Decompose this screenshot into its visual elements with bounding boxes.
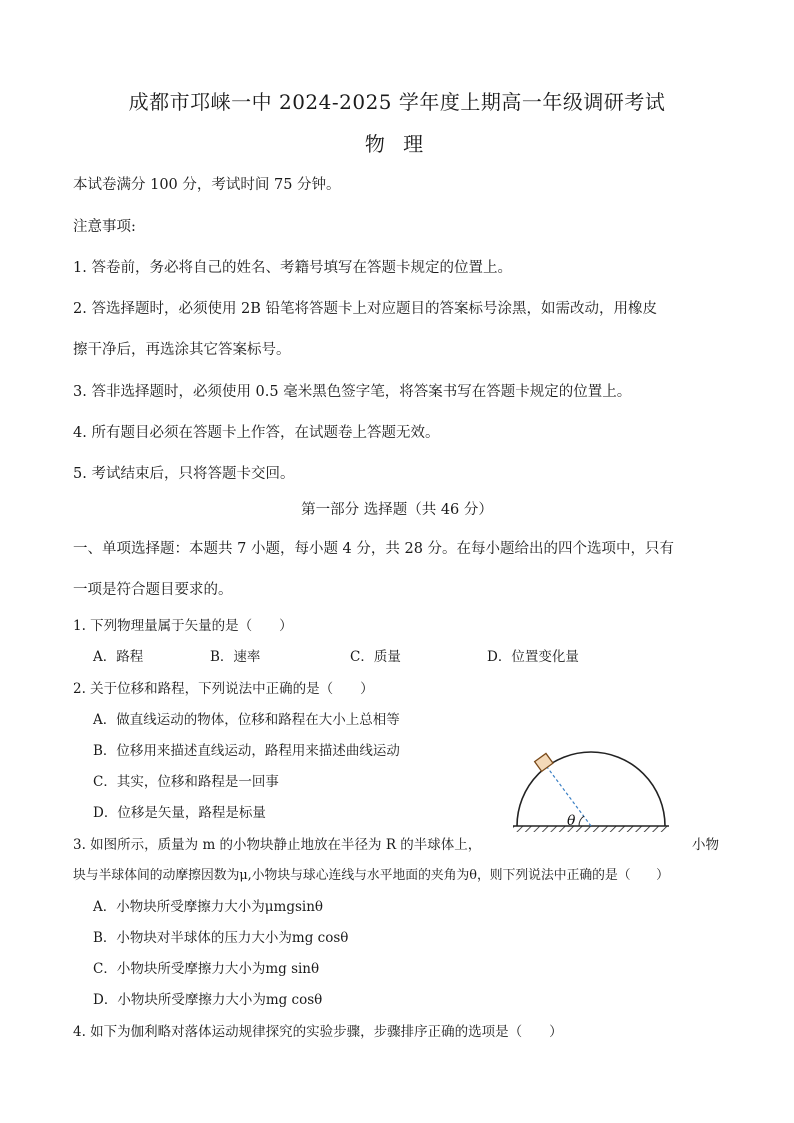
- notice-item: 5. 考试结束后，只将答题卡交回。: [73, 466, 295, 482]
- question-3-stem: 3. 如图所示，质量为 m 的小物块静止地放在半径为 R 的半球体上，: [73, 837, 482, 853]
- question-2-option-d: D．位移是矢量，路程是标量: [93, 805, 266, 821]
- hemisphere-figure: [505, 750, 675, 842]
- angle-arc: [579, 816, 584, 826]
- exam-info: 本试卷满分 100 分，考试时间 75 分钟。: [73, 177, 341, 193]
- question-1-option-a: A．路程: [93, 649, 144, 665]
- block: [535, 753, 553, 771]
- ground-hatch: [513, 826, 669, 832]
- notice-item: 1. 答卷前，务必将自己的姓名、考籍号填写在答题卡规定的位置上。: [73, 260, 512, 276]
- exam-subject: 物 理: [364, 132, 430, 156]
- question-4-stem: 4. 如下为伽利略对落体运动规律探究的实验步骤，步骤排序正确的选项是（ ）: [73, 1024, 563, 1040]
- notice-item: 3. 答非选择题时，必须使用 0.5 毫米黑色签字笔，将答案书写在答题卡规定的位置上。: [73, 384, 632, 400]
- question-1-stem: 1. 下列物理量属于矢量的是（ ）: [73, 618, 293, 634]
- question-3-option-d: D．小物块所受摩擦力大小为mg cosθ: [93, 992, 323, 1008]
- section-instruction: 一项是符合题目要求的。: [73, 582, 233, 598]
- question-2-option-a: A．做直线运动的物体，位移和路程在大小上总相等: [93, 712, 400, 728]
- question-1-option-d: D．位置变化量: [487, 649, 579, 665]
- theta-label: θ: [567, 813, 576, 829]
- question-2-option-c: C．其实，位移和路程是一回事: [93, 774, 279, 790]
- section-instruction: 一、单项选择题：本题共 7 小题，每小题 4 分，共 28 分。在每小题给出的四个选项中，只有: [73, 541, 675, 557]
- question-1-option-b: B．速率: [210, 649, 261, 665]
- question-3-stem-tail: 小物: [692, 837, 719, 853]
- question-1-option-c: C．质量: [350, 649, 401, 665]
- exam-title: 成都市邛崃一中 2024-2025 学年度上期高一年级调研考试: [128, 90, 666, 114]
- question-3-option-c: C．小物块所受摩擦力大小为mg sinθ: [93, 961, 320, 977]
- notice-item: 擦干净后，再选涂其它答案标号。: [73, 342, 291, 358]
- question-3-stem-continued: 块与半球体间的动摩擦因数为μ,小物块与球心连线与水平地面的夹角为θ，则下列说法中正确的是（ ）: [73, 868, 669, 883]
- question-3-option-b: B．小物块对半球体的压力大小为mg cosθ: [93, 930, 349, 946]
- notice-heading: 注意事项:: [73, 219, 136, 235]
- notice-item: 2. 答选择题时，必须使用 2B 铅笔将答题卡上对应题目的答案标号涂黑，如需改动，用橡皮: [73, 301, 658, 317]
- notice-item: 4. 所有题目必须在答题卡上作答，在试题卷上答题无效。: [73, 425, 440, 441]
- part-title: 第一部分 选择题（共 46 分）: [301, 502, 493, 518]
- question-2-option-b: B．位移用来描述直线运动，路程用来描述曲线运动: [93, 743, 400, 759]
- question-2-stem: 2. 关于位移和路程，下列说法中正确的是（ ）: [73, 681, 374, 697]
- question-3-option-a: A．小物块所受摩擦力大小为μmgsinθ: [93, 899, 324, 915]
